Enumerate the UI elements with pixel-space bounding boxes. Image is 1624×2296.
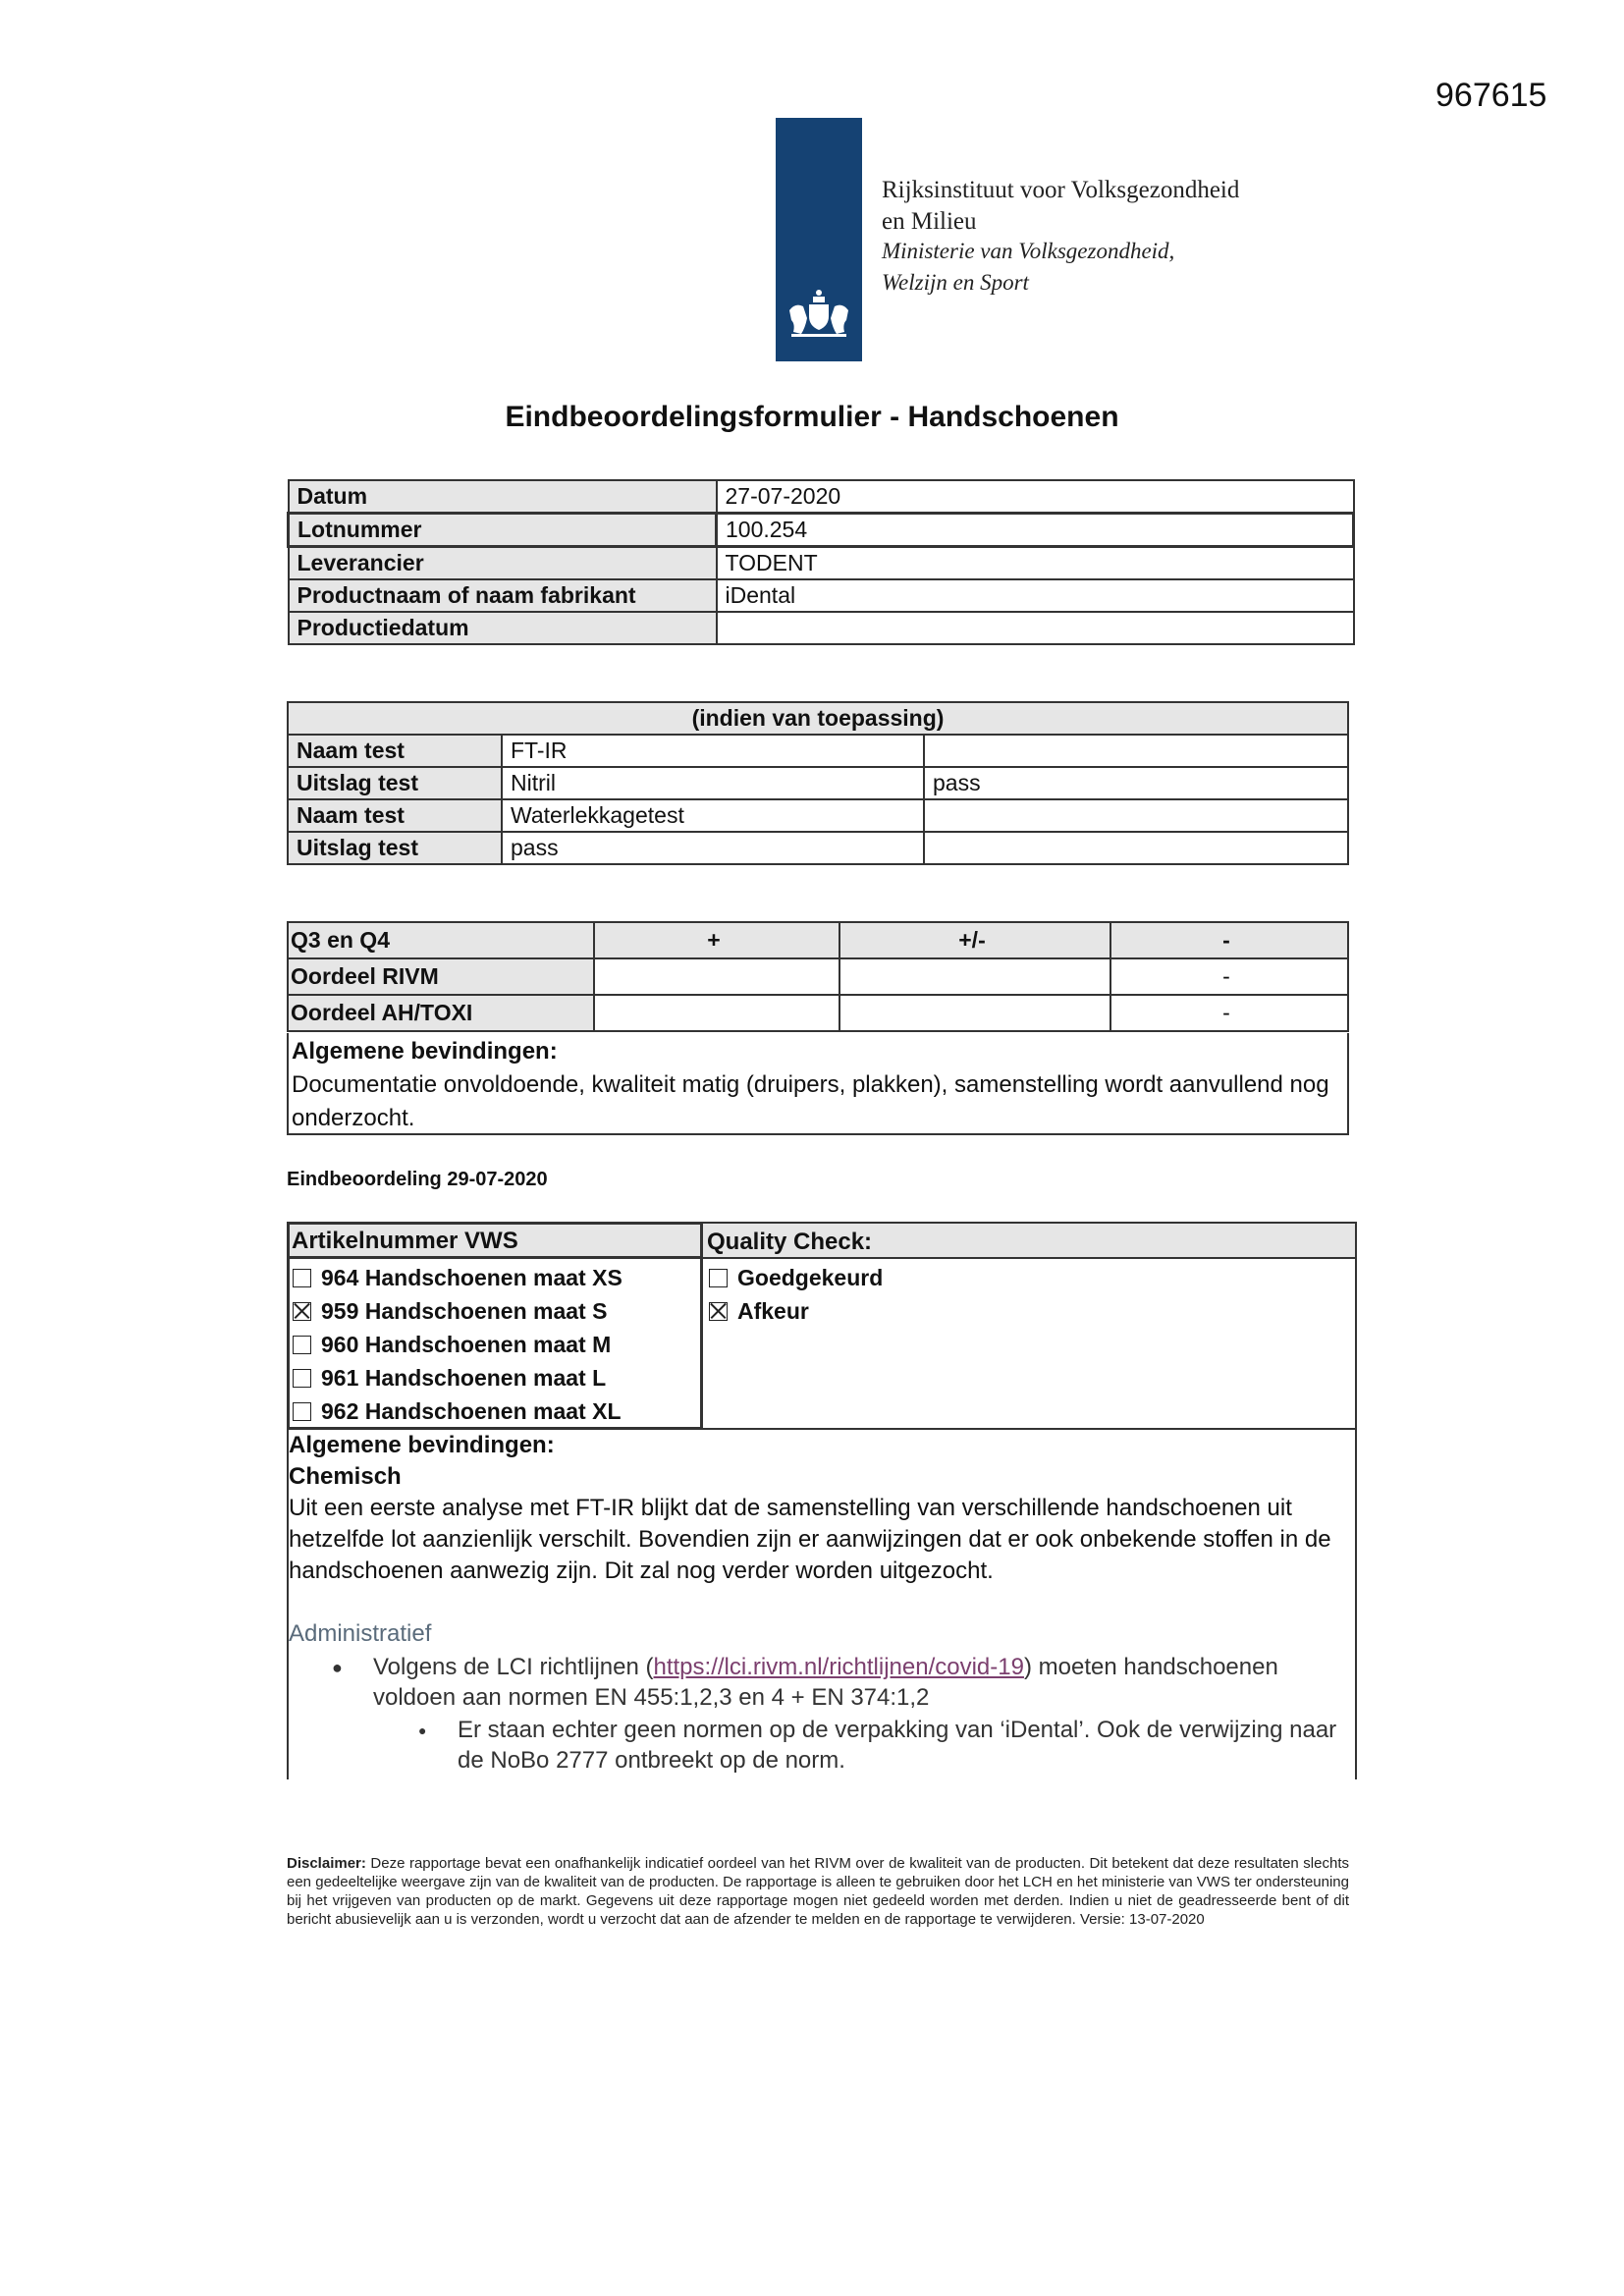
table-row [289,514,1354,547]
test-label: Naam test [288,799,502,832]
article-option-xl[interactable] [293,1398,622,1425]
checkbox-icon [293,1369,311,1388]
info-value: TODENT [717,547,1354,580]
info-label: Lotnummer [289,514,717,547]
checkbox-icon [293,1269,311,1287]
org-line-3: Ministerie van Volksgezondheid, [882,239,1175,263]
table-row [288,958,1348,995]
quality-header-minus: - [1110,922,1348,958]
quality-header-plusminus: +/- [839,922,1110,958]
table-row [288,767,1348,799]
checked-checkbox-icon [709,1302,728,1321]
quality-check-header [703,1222,1357,1259]
checked-checkbox-icon [293,1302,311,1321]
quality-plus [594,958,839,995]
article-label: 960 Handschoenen maat M [321,1332,612,1357]
disclaimer-text: Deze rapportage bevat een onafhankelijk indicatief oordeel van het RIVM over de kwaliteit van de producten. Dit betekent dat deze resultaten slechts een gedeeltelijke weergave zijn van de kwaliteit van de producten. De rapportage is alleen te gebruiken door het LCH en het ministerie van VWS ter ondersteuning bij het vrijgeven van producten op de markt. Gegevens uit deze rapportage mogen niet gedeeld worden met derden. Indien u niet de geadresseerde bent of dit bericht abusievelijk aan u is verzonden, wordt u verzocht dat aan de afzender te melden en de rapportage te verwijderen. Versie: 13-07-2020 [287,1855,1349,1928]
checkbox-icon [293,1336,311,1354]
article-label: 961 Handschoenen maat L [321,1365,607,1391]
test-extra [924,799,1348,832]
quality-minus: - [1110,995,1348,1031]
lci-guidelines-link[interactable]: https://lci.rivm.nl/richtlijnen/covid-19 [653,1654,1024,1680]
test-value: FT-IR [502,735,924,767]
findings-label: Algemene bevindingen: [289,1432,555,1458]
article-number-label: Artikelnummer VWS [292,1228,518,1254]
quality-header-label: Q3 en Q4 [288,922,594,958]
findings-label: Algemene bevindingen: [292,1038,558,1065]
info-label: Leverancier [289,547,717,580]
table-row [288,922,1348,958]
checkbox-icon [709,1269,728,1287]
quality-table [287,921,1349,1032]
table-row [289,480,1354,514]
article-number-header [287,1222,703,1259]
bullet-text: Er staan echter geen normen op de verpakking van ‘iDental’. Ook de verwijzing naar de NoBo 2777 ontbreekt op de norm. [458,1717,1337,1774]
test-label: Uitslag test [288,832,502,864]
administrative-label: Administratief [289,1620,432,1647]
table-row [289,612,1354,644]
findings-text: Documentatie onvoldoende, kwaliteit matig (druipers, plakken), samenstelling wordt aanvullend nog onderzocht. [292,1071,1329,1131]
article-label: 962 Handschoenen maat XL [321,1398,622,1424]
document-number: 967615 [1435,77,1547,114]
tests-header: (indien van toepassing) [288,702,1348,735]
tests-table [287,701,1349,865]
table-row [289,579,1354,612]
quality-minus: - [1110,958,1348,995]
test-label: Naam test [288,735,502,767]
article-option-m[interactable] [293,1332,611,1358]
info-label: Productnaam of naam fabrikant [289,579,717,612]
quality-plusminus [839,958,1110,995]
info-value: iDental [717,579,1354,612]
quality-plus [594,995,839,1031]
checkbox-icon [293,1402,311,1421]
bullet-text: ) moeten handschoenen voldoen aan normen EN 455:1,2,3 en 4 + EN 374:1,2 [373,1654,1278,1711]
qc-label: Afkeur [737,1298,809,1324]
org-line-2: en Milieu [882,208,977,235]
info-value [717,612,1354,644]
final-findings [289,1430,1355,1587]
table-row [288,995,1348,1031]
final-assessment-heading: Eindbeoordeling 29-07-2020 [287,1169,548,1190]
bullet-text: Volgens de LCI richtlijnen ( [373,1654,654,1680]
table-row [288,799,1348,832]
test-extra [924,832,1348,864]
quality-label: Oordeel RIVM [288,958,594,995]
article-label: 964 Handschoenen maat XS [321,1265,623,1290]
test-value: Nitril [502,767,924,799]
general-findings-box [287,1033,1349,1135]
org-line-1: Rijksinstituut voor Volksgezondheid [882,177,1240,203]
test-label: Uitslag test [288,767,502,799]
bullet-icon: ● [332,1658,343,1677]
test-extra: pass [924,767,1348,799]
quality-label: Oordeel AH/TOXI [288,995,594,1031]
quality-plusminus [839,995,1110,1031]
coat-of-arms-icon [776,118,862,361]
article-option-s[interactable] [293,1298,607,1325]
info-label: Productiedatum [289,612,717,644]
info-value: 27-07-2020 [717,480,1354,514]
info-value: 100.254 [717,514,1354,547]
ministry-name [882,236,1174,299]
test-value: Waterlekkagetest [502,799,924,832]
page-title: Eindbeoordelingsformulier - Handschoenen [505,401,1119,433]
organisation-name [882,175,1239,238]
rijksoverheid-logo [776,118,862,361]
qc-option-rejected[interactable] [709,1298,809,1325]
org-line-4: Welzijn en Sport [882,270,1029,295]
test-value: pass [502,832,924,864]
test-extra [924,735,1348,767]
qc-option-approved[interactable] [709,1265,883,1291]
product-info-table [287,479,1355,645]
qc-label: Goedgekeurd [737,1265,884,1290]
article-option-xs[interactable] [293,1265,623,1291]
chemical-text: Uit een eerste analyse met FT-IR blijkt dat de samenstelling van verschillende handschoenen uit hetzelfde lot aanzienlijk verschilt. Bovendien zijn er aanwijzingen dat er ook onbekende stoffen in de handschoenen aanwezig zijn. Dit zal nog verder worden uitgezocht. [289,1495,1331,1584]
quality-check-label: Quality Check: [707,1229,873,1255]
article-label: 959 Handschoenen maat S [321,1298,608,1324]
table-row [288,702,1348,735]
table-row [288,735,1348,767]
disclaimer-label: Disclaimer: [287,1855,366,1872]
quality-header-plus: + [594,922,839,958]
table-row [289,547,1354,580]
disclaimer [287,1854,1349,1929]
list-item [418,1715,1351,1776]
bullet-icon: ● [418,1722,427,1738]
list-item [332,1652,1355,1713]
chemical-label: Chemisch [289,1463,402,1490]
article-option-l[interactable] [293,1365,606,1392]
table-row [288,832,1348,864]
info-label: Datum [289,480,717,514]
